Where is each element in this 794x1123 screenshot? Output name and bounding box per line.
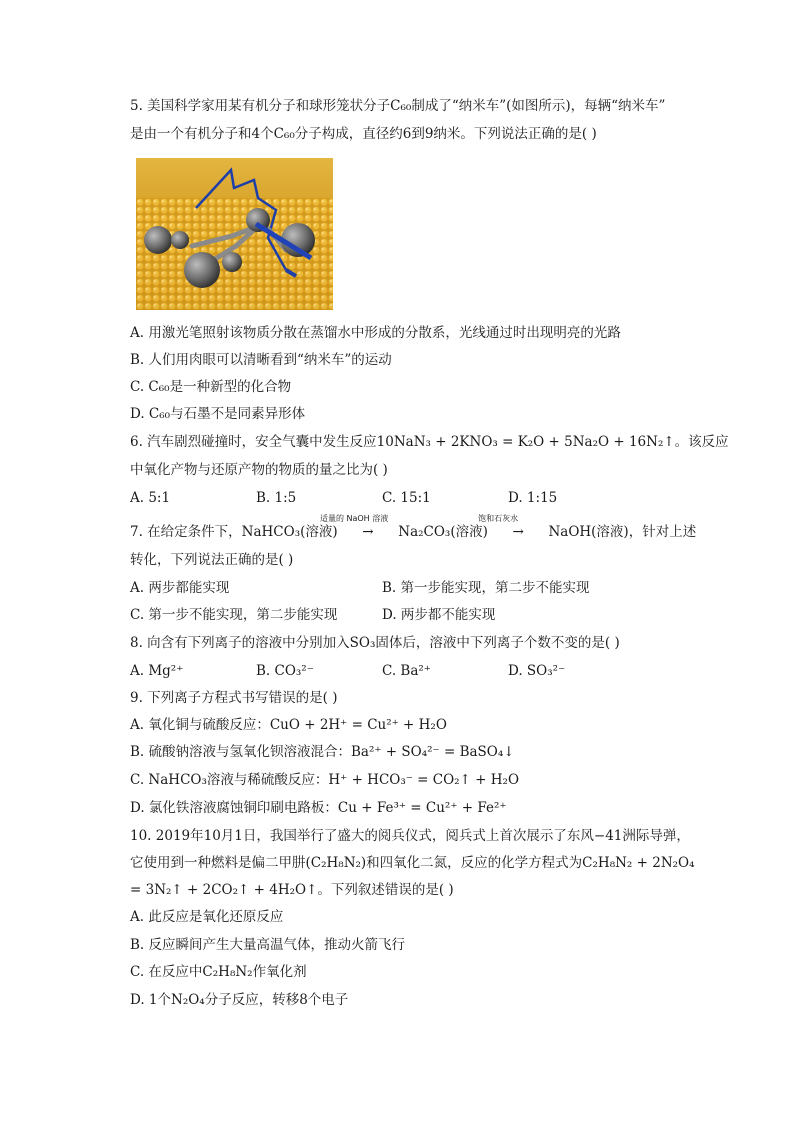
q5-line1: 5. 美国科学家用某有机分子和球形笼状分子C₆₀制成了“纳米车”(如图所示)，每辆“纳米车” [130,98,666,114]
q10-option-b[interactable]: B. 反应瞬间产生大量高温气体，推动火箭飞行 [130,937,406,953]
q10-option-d[interactable]: D. 1个N₂O₄分子反应，转移8个电子 [130,992,349,1008]
q7-condition-1: 适量的 NaOH 溶液 [319,514,389,523]
q10-option-a[interactable]: A. 此反应是氧化还原反应 [130,909,284,925]
q5-option-b[interactable]: B. 人们用肉眼可以清晰看到“纳米车”的运动 [130,352,392,368]
q6-line2: 中氧化产物与还原产物的物质的量之比为( ) [130,462,388,478]
q7-option-b[interactable]: B. 第一步能实现，第二步不能实现 [382,580,590,596]
q10-line2: 它使用到一种燃料是偏二甲肼(C₂H₈N₂)和四氧化二氮，反应的化学方程式为C₂H₈N₂ + 2N₂O₄ [130,855,695,871]
arrow-icon: → [362,524,374,540]
q7-option-d[interactable]: D. 两步都不能实现 [382,607,496,623]
arrow-icon: → [512,524,524,540]
q7-condition-2: 饱和石灰水 [478,514,519,523]
q7-line2: 转化，下列说法正确的是( ) [130,552,294,568]
q6-option-a[interactable]: A. 5:1 [130,490,171,506]
q7-arrow-2 [478,514,544,541]
q8-option-d[interactable]: D. SO₃²⁻ [508,663,566,679]
q9-option-b[interactable]: B. 硫酸钠溶液与氢氧化钡溶液混合：Ba²⁺ + SO₄²⁻ = BaSO₄↓ [130,744,515,760]
q7-suffix: NaOH(溶液)，针对上述 [548,524,697,540]
q5-option-a[interactable]: A. 用激光笔照射该物质分散在蒸馏水中形成的分散系，光线通过时出现明亮的光路 [130,325,621,341]
q6-option-c[interactable]: C. 15:1 [382,490,431,506]
q7-prefix: 7. 在给定条件下，NaHCO₃(溶液) [130,524,338,540]
q6-line1: 6. 汽车剧烈碰撞时，安全气囊中发生反应10NaN₃ + 2KNO₃ = K₂O + 5Na₂O + 16N₂↑。该反应 [130,434,729,450]
q8-option-c[interactable]: C. Ba²⁺ [382,663,431,679]
q7-option-a[interactable]: A. 两步都能实现 [130,580,230,596]
q8-option-a[interactable]: A. Mg²⁺ [130,663,184,679]
nanocar-illustration [136,158,333,310]
nanocar-image [136,158,333,310]
q5-option-c[interactable]: C. C₆₀是一种新型的化合物 [130,379,292,395]
q5-option-d[interactable]: D. C₆₀与石墨不是同素异形体 [130,406,306,422]
q9-option-a[interactable]: A. 氧化铜与硫酸反应：CuO + 2H⁺ = Cu²⁺ + H₂O [130,717,447,733]
q7-option-c[interactable]: C. 第一步不能实现，第二步能实现 [130,607,338,623]
q7-arrow-1 [319,514,394,541]
q5-line2: 是由一个有机分子和4个C₆₀分子构成，直径约6到9纳米。下列说法正确的是( ) [130,126,597,142]
q10-option-c[interactable]: C. 在反应中C₂H₈N₂作氧化剂 [130,964,307,980]
q10-line1: 10. 2019年10月1日，我国举行了盛大的阅兵仪式，阅兵式上首次展示了东风−41洲际导弹， [130,828,690,844]
q6-option-d[interactable]: D. 1:15 [508,490,558,506]
q9-line1: 9. 下列离子方程式书写错误的是( ) [130,690,338,706]
q7-middle: Na₂CO₃(溶液) [398,524,488,540]
q9-option-c[interactable]: C. NaHCO₃溶液与稀硫酸反应：H⁺ + HCO₃⁻ = CO₂↑ + H₂O [130,772,520,788]
q9-option-d[interactable]: D. 氯化铁溶液腐蚀铜印刷电路板：Cu + Fe³⁺ = Cu²⁺ + Fe²⁺ [130,800,507,816]
q8-line1: 8. 向含有下列离子的溶液中分别加入SO₃固体后，溶液中下列离子个数不变的是( ) [130,635,620,651]
q6-option-b[interactable]: B. 1:5 [256,490,297,506]
q7-line1 [130,514,697,541]
q10-line3: = 3N₂↑ + 2CO₂↑ + 4H₂O↑。下列叙述错误的是( ) [130,882,454,898]
q8-option-b[interactable]: B. CO₃²⁻ [256,663,314,679]
